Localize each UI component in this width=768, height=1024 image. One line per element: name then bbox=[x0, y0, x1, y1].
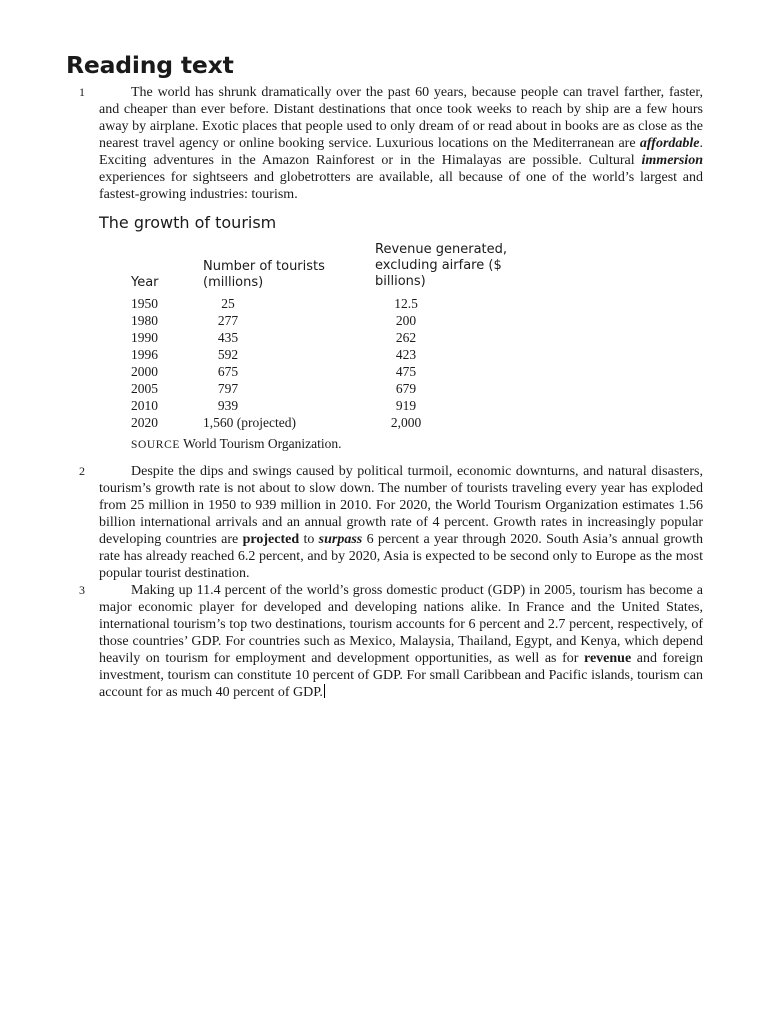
paragraph-text-segment: experiences for sightseers and globetrotters are available, all because of one of the world’s largest and fastest-growing industries: tourism. bbox=[99, 170, 703, 202]
key-term-affordable: affordable bbox=[639, 136, 700, 151]
key-term-revenue: revenue bbox=[583, 651, 632, 666]
key-term-projected: projected bbox=[242, 532, 300, 547]
key-term-immersion: immersion bbox=[641, 153, 703, 168]
cell-tourists: 797 bbox=[217, 381, 239, 396]
table-source bbox=[131, 435, 341, 454]
table-row bbox=[0, 397, 768, 414]
cell-revenue: 423 bbox=[395, 347, 417, 362]
source-text: World Tourism Organization. bbox=[183, 436, 342, 451]
cell-revenue: 919 bbox=[395, 398, 417, 413]
table-row bbox=[0, 329, 768, 346]
cell-tourists: 277 bbox=[217, 313, 239, 328]
cell-revenue: 200 bbox=[395, 313, 417, 328]
cell-year: 2005 bbox=[131, 381, 158, 396]
cell-revenue: 2,000 bbox=[390, 415, 422, 430]
cell-year: 2010 bbox=[131, 398, 158, 413]
paragraph-text-segment: and foreign investment, tourism can constitute 10 percent of GDP. For small Caribbean and Pacific islands, tourism can account for as much 40 percent of GDP. bbox=[99, 651, 703, 700]
paragraph-text bbox=[99, 84, 703, 203]
cell-tourists: 675 bbox=[217, 364, 239, 379]
table-row bbox=[0, 363, 768, 380]
cell-year: 1980 bbox=[131, 313, 158, 328]
cell-revenue: 679 bbox=[395, 381, 417, 396]
column-header-year: Year bbox=[131, 275, 159, 290]
cell-tourists: 939 bbox=[217, 398, 239, 413]
source-label: SOURCE bbox=[131, 439, 180, 451]
cell-year: 1996 bbox=[131, 347, 158, 362]
table-row bbox=[0, 380, 768, 397]
cell-year: 2020 bbox=[131, 415, 158, 430]
cell-revenue: 262 bbox=[395, 330, 417, 345]
cell-year: 1990 bbox=[131, 330, 158, 345]
paragraph-number: 2 bbox=[79, 464, 85, 478]
paragraph-text-segment: Despite the dips and swings caused by political turmoil, economic downturns, and natural disasters, tourism’s growth rate is not about to slow down. The number of tourists traveling every year has exploded from 25 million in 1950 to 939 million in 2010. For 2020, the World Tourism Organization estimates 1.56 billion international arrivals and an annual growth rate of 4 percent. Growth rates in increasingly popular developing countries are bbox=[99, 464, 703, 547]
cell-revenue: 12.5 bbox=[394, 296, 418, 311]
paragraph-text-segment: 6 percent a year through 2020. South Asia’s annual growth rate has already reached 6.2 percent, and by 2020, Asia is expected to be second only to Europe as the most popular tourist destination. bbox=[99, 532, 703, 581]
table-row bbox=[0, 295, 768, 312]
paragraph-number: 3 bbox=[79, 583, 85, 597]
paragraph-text bbox=[99, 582, 703, 701]
table-row bbox=[0, 346, 768, 363]
paragraph-text-segment: The world has shrunk dramatically over the past 60 years, because people can travel farther, faster, and cheaper than ever before. Distant destinations that once took weeks to reach by ship are a few hours away by airplane. Exotic places that people used to only dream of or read about in books are as close as the nearest travel agency or online booking service. Luxurious locations on the Mediterranean are bbox=[99, 85, 703, 151]
cell-year: 1950 bbox=[131, 296, 158, 311]
paragraph-text-segment: . Exciting adventures in the Amazon Rainforest or in the Himalayas are possible. Cultural bbox=[99, 136, 703, 168]
paragraph-text-segment: to bbox=[299, 532, 319, 547]
cell-revenue: 475 bbox=[395, 364, 417, 379]
column-header-revenue: Revenue generated, excluding airfare ($ billions) bbox=[375, 242, 508, 289]
key-term-surpass: surpass bbox=[318, 532, 363, 547]
paragraph-text bbox=[99, 463, 703, 582]
paragraph-number: 1 bbox=[79, 85, 85, 99]
cell-tourists: 592 bbox=[217, 347, 239, 362]
table-row bbox=[0, 414, 768, 431]
cell-tourists: 1,560 (projected) bbox=[203, 415, 296, 430]
text-cursor bbox=[324, 684, 325, 698]
section-heading: Reading text bbox=[66, 51, 234, 79]
cell-tourists: 435 bbox=[217, 330, 239, 345]
paragraph-text-segment: Making up 11.4 percent of the world’s gross domestic product (GDP) in 2005, tourism has become a major economic player for developed and developing nations alike. In France and the United States, international tourism’s top two destinations, tourism accounts for 6 percent and 2.7 percent, respectively, of those countries’ GDP. For countries such as Mexico, Malaysia, Thailand, Egypt, and Kenya, which depend heavily on tourism for employment and development opportunities, as well as for bbox=[99, 583, 703, 666]
table-title: The growth of tourism bbox=[99, 213, 277, 232]
cell-year: 2000 bbox=[131, 364, 158, 379]
cell-tourists: 25 bbox=[221, 296, 235, 311]
table-row bbox=[0, 312, 768, 329]
column-header-tourists: Number of tourists (millions) bbox=[203, 259, 325, 290]
